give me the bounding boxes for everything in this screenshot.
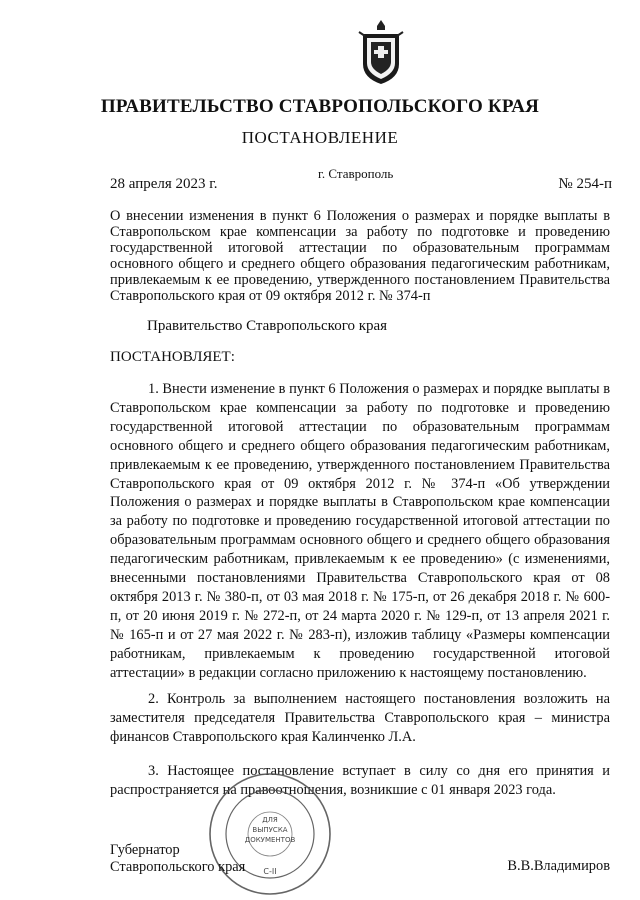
signer-title-line-2: Ставропольского края xyxy=(110,859,246,875)
official-stamp xyxy=(206,770,334,898)
document-subject: О внесении изменения в пункт 6 Положения о размерах и порядке выплаты в Ставропольском крае компенсации за работу по подготовке и проведению государственной итоговой аттестации по образовательным программам основного общего и среднего общего образования педагогическим работникам, привлекаемым к ее проведению, утвержденного постановлением Правительства Ставропольского края от 09 октября 2012 г. № 374-п xyxy=(110,208,610,304)
decree-word: ПОСТАНОВЛЯЕТ: xyxy=(110,349,235,365)
document-date: 28 апреля 2023 г. xyxy=(110,176,218,192)
government-title: ПРАВИТЕЛЬСТВО СТАВРОПОЛЬСКОГО КРАЯ xyxy=(100,96,540,117)
signer-title-line-1: Губернатор xyxy=(110,842,180,858)
paragraph-2: 2. Контроль за выполнением настоящего постановления возложить на заместителя председателя Правительства Ставропольского края – министра финансов Ставропольского края Калинченко Л.А. xyxy=(110,691,610,745)
city: г. Ставрополь xyxy=(318,166,394,181)
signer-name: В.В.Владимиров xyxy=(507,858,610,874)
document-type: ПОСТАНОВЛЕНИЕ xyxy=(241,128,399,147)
stamp-line-3: ДОКУМЕНТОВ xyxy=(244,836,296,844)
issuer: Правительство Ставропольского края xyxy=(147,318,388,334)
paragraph-3: 3. Настоящее постановление вступает в силу со дня его принятия и распространяется на правоотношения, возникшие с 01 января 2023 года. xyxy=(110,763,610,798)
stamp-code: С-II xyxy=(263,867,277,876)
stamp-line-2: ВЫПУСКА xyxy=(252,826,288,834)
document-number: № 254-п xyxy=(558,176,612,192)
stamp-line-1: ДЛЯ xyxy=(262,816,278,824)
coat-of-arms-icon xyxy=(357,18,405,86)
paragraph-1: 1. Внести изменение в пункт 6 Положения о размерах и порядке выплаты в Ставропольском крае компенсации за работу по подготовке и проведению государственной итоговой аттестации по образовательным программам основного общего и среднего общего образования педагогическим работникам, привлекаемым к ее проведению, утвержденного постановлением Правительства Ставропольского края от 09 октября 2012 г. № 374-п «Об утверждении Положения о размерах и порядке выплаты в Ставропольском крае компенсации за работу по подготовке и проведению государственной итоговой аттестации по образовательным программам основного общего и среднего общего образования педагогическим работникам, привлекаемым к ее проведению» (с изменениями, внесенными постановлениями Правительства Ставропольского края от 08 октября 2013 г. № 380-п, от 03 мая 2018 г. № 175-п, от 26 декабря 2018 г. № 600-п, от 20 июня 2019 г. № 272-п, от 24 марта 2020 г. № 129-п, от 13 апреля 2021 г. № 165-п и от 27 мая 2022 г. № 283-п), изложив таблицу «Размеры компенсации работникам, привлекаемым к проведению государственной итоговой аттестации» в редакции согласно приложению к настоящему постановлению. xyxy=(110,381,610,681)
signer-title xyxy=(110,842,245,876)
